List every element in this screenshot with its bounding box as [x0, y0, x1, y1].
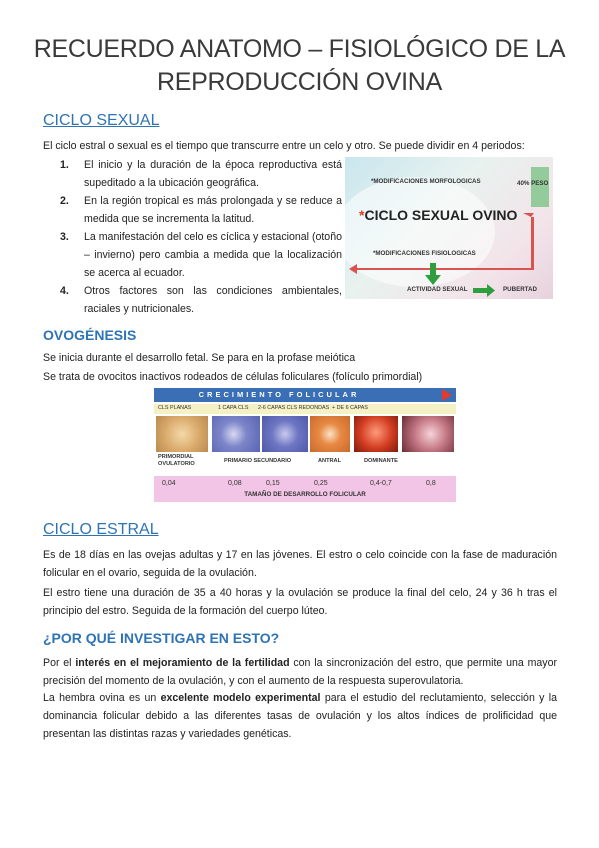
star-icon: *: [359, 207, 365, 223]
size-value: 0,08: [228, 480, 242, 487]
modificaciones-fisiologicas-label: *MODIFICACIONES FISIOLOGICAS: [373, 250, 476, 257]
list-item: [60, 282, 342, 318]
ovogenesis-line-2: Se trata de ovocitos inactivos rodeados de células foliculares (folículo primordial): [43, 371, 423, 383]
follicle-label: DOMINANTE: [364, 458, 398, 464]
heading-ovogenesis: OVOGÉNESIS: [43, 327, 137, 343]
stage-label: + DE 6 CAPAS: [332, 405, 369, 411]
list-item: [60, 156, 342, 192]
page-title-line-2: REPRODUCCIÓN OVINA: [157, 68, 442, 96]
ciclo-estral-paragraph-2: El estro tiene una duración de 35 a 40 horas y la ovulación se produce la final del celo, 24 y 36 h tras el principio del estro. Seguida de la formación del cuerpo lúteo.: [43, 587, 557, 617]
list-text: El inicio y la duración de la época reproductiva está supeditado a la ubicación geográfica.: [84, 159, 342, 189]
ciclo-sexual-ovino-label: *CICLO SEXUAL OVINO: [359, 207, 518, 223]
stage-label: 1 CAPA CLS: [218, 405, 249, 411]
list-text: La manifestación del celo es cíclica y estacional (otoño – invierno) pero cambia a medida que la localización se acerca al ecuador.: [84, 231, 342, 279]
ciclo-sexual-intro: El ciclo estral o sexual es el tiempo que transcurre entre un celo y otro. Se puede dividir en 4 periodos:: [43, 140, 525, 152]
list-text: Otros factores son las condiciones ambientales, raciales y nutricionales.: [84, 285, 342, 315]
ovogenesis-line-1: Se inicia durante el desarrollo fetal. Se para en la profase meiótica: [43, 352, 356, 364]
size-title: TAMAÑO DE DESARROLLO FOLICULAR: [244, 491, 366, 498]
follicle-photo-ovulatorio: [402, 416, 454, 452]
ciclo-sexual-list: [60, 156, 342, 318]
list-text: En la región tropical es más prolongada y se reduce a medida que se incrementa la latitud.: [84, 195, 342, 225]
ciclo-estral-paragraph-1: Es de 18 días en las ovejas adultas y 17 en las jóvenes. El estro o celo coincide con la fase de maduración folicular en el ovario, seguida de la ovulación.: [43, 549, 557, 579]
size-value: 0,04: [162, 480, 176, 487]
investigar-paragraph-2: La hembra ovina es un excelente modelo experimental para el estudio del reclutamiento, selección y la dominancia folicular debido a las diferentes tasas de ovulación y los altos índices de prolificidad que presentan las distintas razas y variedades genéticas.: [43, 692, 557, 740]
heading-por-que-investigar: ¿POR QUÉ INVESTIGAR EN ESTO?: [43, 630, 280, 646]
follicle-photo-dominante: [354, 416, 398, 452]
list-number: 3.: [60, 231, 69, 243]
bold-fertilidad: interés en el mejoramiento de la fertilidad: [75, 657, 290, 669]
stages-row: [154, 404, 456, 414]
follicle-label: PRIMARIO SECUNDARIO: [224, 458, 292, 464]
investigar-paragraph-1: Por el interés en el mejoramiento de la fertilidad con la sincronización del estro, que permite una mayor precisión del momento de la ovulación, y con el aumento de la respuesta superovulatoria.: [43, 657, 558, 687]
arrow-right-icon: [442, 389, 452, 401]
size-value: 0,25: [314, 480, 328, 487]
ciclo-sexual-figure: [345, 157, 553, 299]
list-number: 4.: [60, 285, 69, 297]
pubertad-label: PUBERTAD: [503, 286, 537, 293]
heading-ciclo-estral: CICLO ESTRAL: [43, 521, 159, 538]
size-value: 0,4-0,7: [370, 480, 392, 487]
heading-ciclo-sexual: CICLO SEXUAL: [43, 112, 160, 129]
peso-label: 40% PESO: [517, 180, 549, 187]
stage-label: 2-6 CAPAS CLS REDONDAS: [258, 405, 330, 411]
bold-modelo-experimental: excelente modelo experimental: [160, 692, 321, 704]
page-title-line-1: RECUERDO ANATOMO – FISIOLÓGICO DE LA: [33, 35, 566, 63]
crecimiento-folicular-figure: [154, 388, 456, 502]
follicle-label: PRIMORDIAL OVULATORIO: [158, 454, 195, 467]
follicle-photo-antral: [310, 416, 350, 452]
size-value: 0,15: [266, 480, 280, 487]
size-value: 0,8: [426, 480, 436, 487]
size-bar: [154, 476, 456, 502]
crecimiento-folicular-bar: [154, 388, 456, 402]
follicle-label: ANTRAL: [318, 458, 341, 464]
stage-label: CLS PLANAS: [158, 405, 192, 411]
follicle-photo-primordial: [156, 416, 208, 452]
crecimiento-folicular-title: CRECIMIENTO FOLICULAR: [198, 390, 360, 399]
list-item: [60, 228, 342, 282]
actividad-sexual-label: ACTIVIDAD SEXUAL: [407, 286, 468, 293]
list-item: [60, 192, 342, 228]
list-number: 1.: [60, 159, 69, 171]
modificaciones-morfologicas-label: *MODIFICACIONES MORFOLOGICAS: [371, 178, 481, 185]
follicle-photo-secundario: [262, 416, 308, 452]
list-number: 2.: [60, 195, 69, 207]
follicle-photo-primario: [212, 416, 260, 452]
